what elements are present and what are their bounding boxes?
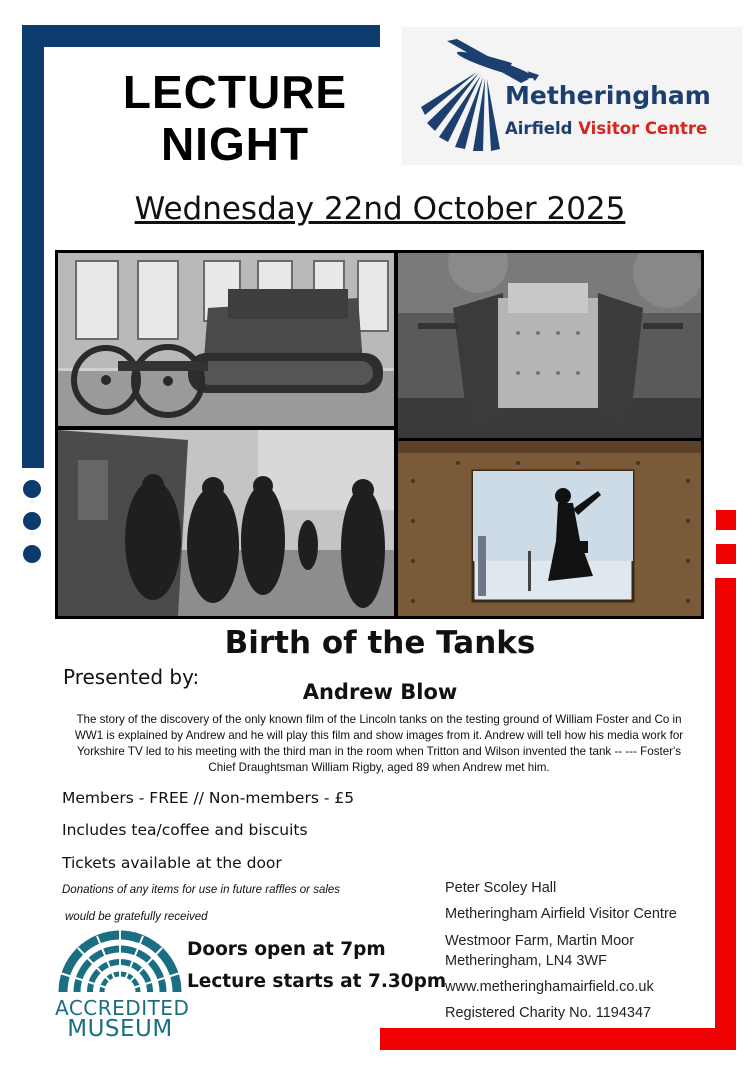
metheringham-logo: [402, 27, 742, 165]
venue-address-2: Metheringham, LN4 3WF: [445, 953, 607, 969]
venue-hall: Peter Scoley Hall: [445, 880, 557, 896]
donations-line-1: Donations of any items for use in future raffles or sales: [62, 884, 341, 896]
badge-line-2: MUSEUM: [67, 1016, 173, 1042]
venue-centre: Metheringham Airfield Visitor Centre: [445, 906, 677, 922]
frame-dot: [23, 480, 41, 498]
charity-number: Registered Charity No. 1194347: [445, 1005, 652, 1021]
museum-arc-icon: [55, 928, 185, 994]
photo-early-tank: [58, 253, 394, 426]
ticket-prices: Members - FREE // Non-members - £5: [62, 789, 355, 807]
website-link[interactable]: www.metheringhamairfield.co.uk: [445, 979, 654, 995]
event-description: The story of the discovery of the only known film of the Lincoln tanks on the testing ground of William Foster and Co in WW1 is explained by Andrew and he will play this film and show images from it. Andrew will tell how his media work for Yorkshire TV led to his meeting with the third man in the room when Tritton and Wilson invented the tank -- --- Foster's Chief Draughtsman William Rigby, aged 89 when Andrew met him.: [74, 713, 684, 774]
photo-group-men: [58, 430, 394, 616]
title-line-1: LECTURE: [122, 66, 348, 118]
doors-open-time: Doors open at 7pm: [187, 939, 386, 960]
presented-by-label: Presented by:: [63, 665, 200, 689]
logo-subtitle: [505, 119, 707, 138]
title-line-2: NIGHT: [160, 118, 310, 170]
photo-mark-tank: [398, 253, 701, 438]
badge-line-1: ACCREDITED: [55, 996, 190, 1020]
venue-address-1: Westmoor Farm, Martin Moor: [445, 933, 635, 949]
frame-dot: [23, 545, 41, 563]
donations-line-2: would be gratefully received: [65, 911, 208, 923]
frame-left-bar: [22, 25, 44, 468]
frame-square: [716, 510, 736, 530]
frame-dot: [23, 512, 41, 530]
photo-collage: [55, 250, 704, 619]
accredited-museum-badge: [55, 928, 190, 1053]
frame-top-bar: [22, 25, 380, 47]
photo-silhouette-painter: [398, 441, 701, 616]
tickets-note: Tickets available at the door: [62, 854, 282, 872]
frame-bottom-bar: [380, 1028, 736, 1050]
refreshments-note: Includes tea/coffee and biscuits: [62, 821, 308, 839]
frame-square: [716, 544, 736, 564]
lecture-start-time: Lecture starts at 7.30pm: [187, 971, 447, 992]
logo-subtitle-airfield: Airfield: [505, 119, 573, 138]
logo-subtitle-visitor-centre: Visitor Centre: [578, 119, 708, 138]
frame-right-bar: [715, 578, 736, 1050]
logo-name: Metheringham: [505, 81, 711, 110]
page-title: [95, 66, 375, 170]
event-date: Wednesday 22nd October 2025: [134, 191, 626, 227]
event-title: Birth of the Tanks: [224, 625, 536, 661]
speaker-name: Andrew Blow: [302, 680, 458, 704]
